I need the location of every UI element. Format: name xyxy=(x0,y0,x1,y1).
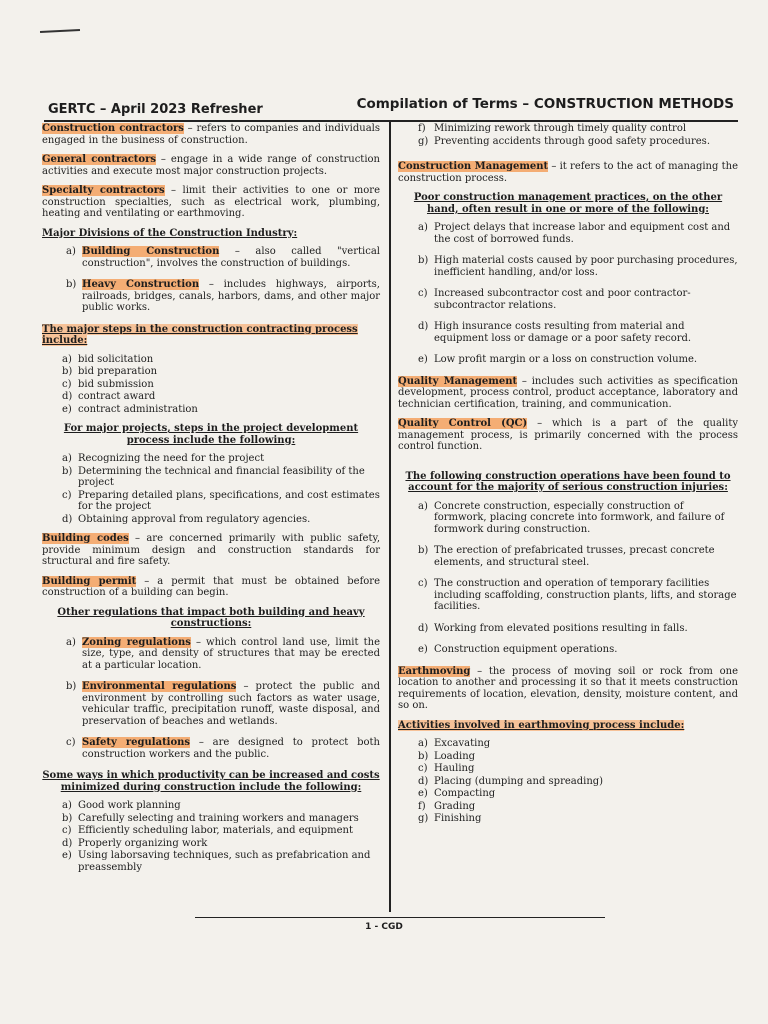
list-item: a) Excavating xyxy=(418,738,491,749)
list-item: b) Carefully selecting and training workers and managers xyxy=(62,812,359,824)
list-item: b) Loading xyxy=(418,750,476,762)
division-heavy-construction: b) Heavy Construction – includes highways, airports, railroads, bridges, canals, harbors, dams, and other major public works. xyxy=(66,279,380,313)
list-item: a) Good work planning xyxy=(62,800,181,811)
heading-poor-management: Poor construction management practices, on the other hand, often result in one or more of the following: xyxy=(413,192,723,215)
list-item: c) Preparing detailed plans, specifications, and cost estimates for the project xyxy=(62,489,380,512)
header-rule xyxy=(44,120,738,122)
list-major-steps xyxy=(42,354,380,416)
list-item: e) Construction equipment operations. xyxy=(418,644,618,655)
list-project-development xyxy=(42,453,380,525)
list-item: b) The erection of prefabricated trusses, precast concrete elements, and structural steel. xyxy=(418,545,715,568)
term-definition: – it refers to the act of managing the construction process. xyxy=(398,161,738,184)
list-item: d) High insurance costs resulting from material and equipment loss or damage or a poor safety record. xyxy=(418,321,692,344)
left-column xyxy=(42,123,380,881)
list-item: a) Project delays that increase labor and equipment cost and the cost of borrowed funds. xyxy=(418,222,731,245)
heading-project-development: For major projects, steps in the project development process include the following: xyxy=(63,423,359,446)
term-building-permit xyxy=(42,576,380,599)
term-label: Quality Control (QC) xyxy=(398,418,528,429)
term-label: Building permit xyxy=(42,575,137,587)
pen-mark xyxy=(40,29,80,33)
term-definition: – limit their activities to one or more construction specialties, such as electrical work, plumbing, heating and ventilating or earthmoving. xyxy=(42,185,380,219)
list-item: c) bid submission xyxy=(62,378,154,390)
heading-productivity: Some ways in which productivity can be increased and costs minimized during construction include the following: xyxy=(42,770,380,793)
term-definition: – protect the public and environment by controlling such factors as water usage, vehicular traffic, precipitation runoff, waste disposal, and preservation of beaches and wetlands. xyxy=(82,681,380,727)
term-label: Specialty contractors xyxy=(42,185,165,196)
column-divider xyxy=(389,122,391,912)
term-general-contractors xyxy=(42,154,380,177)
header-left-title: GERTC – April 2023 Refresher xyxy=(48,102,263,117)
term-building-codes xyxy=(42,533,380,568)
term-label: Zoning regulations xyxy=(82,636,191,648)
list-item: a) Concrete construction, especially construction of formwork, placing concrete into formwork, and failure of formwork during construction. xyxy=(418,500,725,535)
term-earthmoving xyxy=(398,666,738,712)
term-label: Heavy Construction xyxy=(82,279,200,290)
term-definition: – includes such activities as specification development, process control, product acceptance, laboratory and technician certification, training, and communication. xyxy=(398,375,738,410)
term-label: General contractors xyxy=(42,154,156,165)
regulation-zoning: a) Zoning regulations – which control land use, limit the size, type, and density of structures that may be erected at a particular location. xyxy=(66,636,380,671)
heading-major-divisions: Major Divisions of the Construction Industry: xyxy=(42,227,298,239)
list-item: c) The construction and operation of temporary facilities including scaffolding, construction plants, lifts, and storage facilities. xyxy=(418,578,737,612)
term-label: Earthmoving xyxy=(398,665,471,677)
page-number: 1 - CGD xyxy=(365,922,403,932)
list-item: c) Increased subcontractor cost and poor contractor-subcontractor relations. xyxy=(418,288,691,311)
list-item: e) Compacting xyxy=(418,788,496,799)
term-label: Safety regulations xyxy=(82,737,191,748)
page-header xyxy=(44,96,738,120)
list-item: g) Preventing accidents through good safety procedures. xyxy=(418,135,710,147)
list-item: b) bid preparation xyxy=(62,366,158,377)
list-item: d) Working from elevated positions resulting in falls. xyxy=(418,622,688,634)
term-label: Construction contractors xyxy=(42,123,184,134)
term-definition: – a permit that must be obtained before construction of a building can begin. xyxy=(42,575,381,598)
list-construction-injuries xyxy=(398,501,738,656)
list-item: a) bid solicitation xyxy=(62,353,154,365)
term-definition: – engage in a wide range of construction activities and execute most major construction projects. xyxy=(42,154,380,177)
term-label: Quality Management xyxy=(398,375,518,387)
list-earthmoving-activities xyxy=(398,738,738,825)
term-definition: – the process of moving soil or rock from one location to another and processing it so that it meets construction requirements of location, elevation, density, moisture content, and so on. xyxy=(398,665,738,711)
list-item: f) Grading xyxy=(418,800,476,812)
list-item: b) High material costs caused by poor purchasing procedures, inefficient handling, and/or loss. xyxy=(418,255,738,278)
list-item: e) Using laborsaving techniques, such as prefabrication and preassembly xyxy=(62,850,371,873)
list-item: f) Minimizing rework through timely quality control xyxy=(418,123,687,134)
term-label: Environmental regulations xyxy=(82,681,237,692)
list-item: d) Obtaining approval from regulatory agencies. xyxy=(62,513,311,525)
term-definition: – refers to companies and individuals engaged in the business of construction. xyxy=(42,123,380,146)
term-quality-control xyxy=(398,418,738,453)
footer-rule xyxy=(195,917,605,918)
term-definition: – also called "vertical construction", involves the construction of buildings. xyxy=(82,246,380,269)
term-definition: – are concerned primarily with public safety, provide minimum design and construction standards for structural and fire safety. xyxy=(42,533,380,567)
list-item: e) Low profit margin or a loss on construction volume. xyxy=(418,354,698,365)
list-item: a) Recognizing the need for the project xyxy=(62,453,265,464)
list-item: g) Finishing xyxy=(418,813,482,824)
list-item: c) Efficiently scheduling labor, materials, and equipment xyxy=(62,825,353,836)
heading-construction-injuries: The following construction operations have been found to account for the majority of serious construction injuries: xyxy=(405,470,731,493)
heading-other-regulations: Other regulations that impact both building and heavy constructions: xyxy=(57,606,365,629)
list-item: e) contract administration xyxy=(62,403,198,415)
list-poor-management xyxy=(398,222,738,366)
term-construction-contractors xyxy=(42,123,380,146)
term-definition: – includes highways, airports, railroads, bridges, canals, harbors, dams, and other major public works. xyxy=(82,279,380,313)
term-definition: – which is a part of the quality management process, is primarily concerned with the process control function. xyxy=(398,418,739,452)
regulation-environmental: b) Environmental regulations – protect the public and environment by controlling such factors as water usage, vehicular traffic, precipitation runoff, waste disposal, and preservation of beaches and wetlands. xyxy=(66,681,380,727)
list-item: d) contract award xyxy=(62,391,156,402)
term-construction-management xyxy=(398,161,738,184)
header-right-title: Compilation of Terms – CONSTRUCTION METHODS xyxy=(356,96,734,112)
regulation-safety: c) Safety regulations – are designed to protect both construction workers and the public. xyxy=(66,737,380,760)
term-label: Construction Management xyxy=(398,161,549,172)
list-item: d) Properly organizing work xyxy=(62,837,208,849)
heading-earthmoving-activities: Activities involved in earthmoving process include: xyxy=(398,719,685,731)
division-building-construction: a) Building Construction – also called "vertical construction", involves the construction of buildings. xyxy=(66,246,380,269)
list-item: d) Placing (dumping and spreading) xyxy=(418,775,604,787)
list-productivity xyxy=(42,800,380,873)
right-column xyxy=(398,123,738,833)
term-label: Building Construction xyxy=(82,246,220,257)
list-item: b) Determining the technical and financial feasibility of the project xyxy=(62,465,365,488)
list-productivity-continued xyxy=(398,123,738,147)
term-quality-management xyxy=(398,376,738,411)
term-definition: – are designed to protect both construction workers and the public. xyxy=(82,737,380,760)
term-definition: – which control land use, limit the size, type, and density of structures that may be erected at a particular location. xyxy=(82,636,380,671)
heading-major-steps: The major steps in the construction contracting process include: xyxy=(42,323,358,346)
list-item: c) Hauling xyxy=(418,763,475,774)
term-specialty-contractors xyxy=(42,185,380,220)
term-label: Building codes xyxy=(42,533,129,544)
